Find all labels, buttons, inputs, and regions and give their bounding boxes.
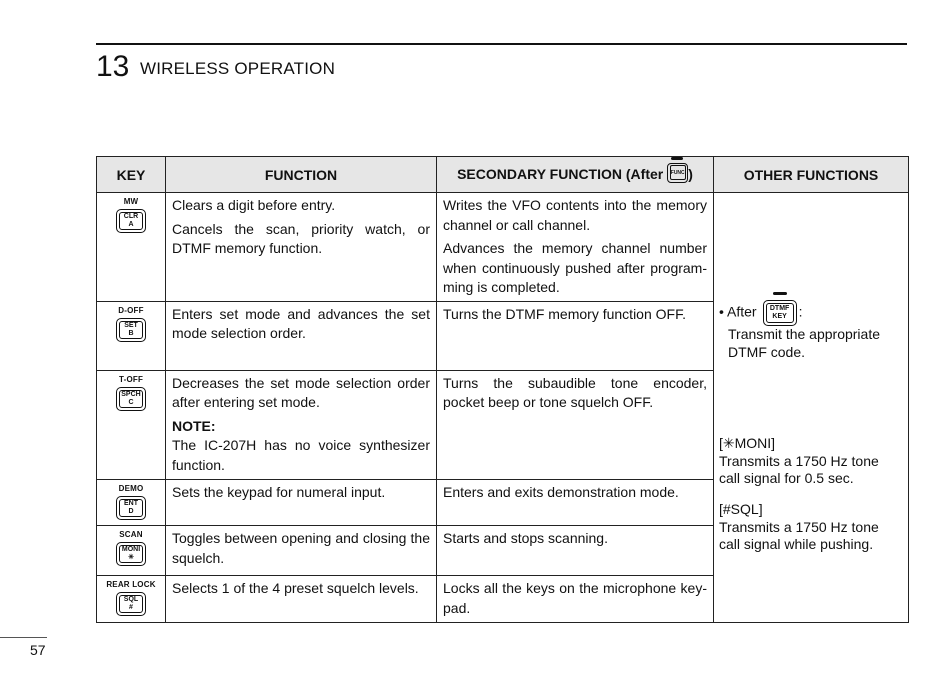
key-line1: CLR: [123, 213, 139, 220]
secondary-text: Advances the memory channel number when continuously pushed after program-ming is completed.: [443, 240, 707, 295]
key-line2: ✳: [128, 554, 134, 561]
key-line2: B: [128, 329, 134, 337]
key-cell: [97, 576, 166, 623]
key-sublabel: DEMO: [118, 483, 144, 493]
dtmf-key-line1: DTMF: [769, 305, 790, 312]
after-line: [719, 300, 908, 326]
chapter-title: WIRELESS OPERATION: [140, 59, 336, 78]
key-sublabel: T-OFF: [118, 374, 144, 384]
other-functions-cell: [714, 193, 909, 623]
header-secondary-text: SECONDARY FUNCTION (After: [457, 166, 664, 183]
key-line2: D: [128, 507, 134, 515]
function-cell: [166, 526, 437, 576]
footer-rule: [0, 637, 47, 638]
after-prefix: • After: [719, 303, 757, 320]
function-cell: [166, 479, 437, 526]
dtmf-description: Transmit the appropriate DTMF code.: [728, 326, 880, 360]
function-cell: [166, 576, 437, 623]
key-line1: SET: [124, 321, 138, 329]
sql-label: [#SQL]: [719, 501, 763, 517]
key-sublabel: MW: [123, 197, 139, 206]
header-key: KEY: [97, 157, 166, 193]
header-secondary-function: [437, 157, 714, 193]
key-cell: [97, 370, 166, 479]
table-header-row: [97, 157, 909, 193]
function-text: Cancels the scan, priority watch, or DTMF memory function.: [172, 220, 430, 256]
key-cell: [97, 479, 166, 526]
func-key-icon: [667, 163, 688, 183]
key-sublabel: SCAN: [119, 530, 143, 539]
key-line2: C: [128, 398, 134, 406]
header-secondary-close: ): [688, 166, 693, 183]
secondary-cell: [437, 370, 714, 479]
header-other-functions: OTHER FUNCTIONS: [714, 157, 909, 193]
clr-a-key-icon: [116, 209, 146, 233]
secondary-cell: [437, 526, 714, 576]
set-b-key-icon: [116, 318, 146, 342]
secondary-cell: [437, 479, 714, 526]
sql-block: [719, 501, 894, 554]
key-cell: [97, 193, 166, 302]
function-text: Decreases the set mode selection order after entering set mode.: [172, 374, 430, 410]
secondary-cell: [437, 576, 714, 623]
key-line2: A: [128, 221, 134, 228]
function-text: Toggles between opening and closing the squelch.: [172, 530, 430, 566]
chapter-number: 13: [96, 50, 130, 83]
secondary-text: Enters and exits demonstration mode.: [443, 483, 679, 500]
sql-key-icon: [116, 592, 146, 616]
function-text: Enters set mode and advances the set mode selection order.: [172, 305, 430, 341]
after-suffix: :: [798, 303, 803, 320]
key-sublabel: REAR LOCK: [106, 580, 156, 589]
func-key-label: FUNC: [670, 165, 686, 180]
secondary-text: Writes the VFO contents into the memory channel or call channel.: [443, 197, 707, 233]
key-line1: MONI: [121, 546, 141, 553]
secondary-text: Locks all the keys on the microphone key-pad.: [443, 580, 707, 616]
ent-d-key-icon: [116, 496, 146, 520]
function-text: Sets the keypad for numeral input.: [172, 483, 386, 500]
key-line1: SQL: [123, 596, 139, 603]
secondary-cell: [437, 301, 714, 370]
spch-c-key-icon: [116, 387, 146, 411]
secondary-text: Turns the DTMF memory function OFF.: [443, 305, 686, 322]
moni-block: [719, 435, 894, 488]
sql-description: Transmits a 1750 Hz tone call signal while pushing.: [719, 518, 879, 552]
key-sublabel: D-OFF: [118, 305, 144, 315]
key-function-table: [96, 156, 909, 623]
note-title: NOTE:: [172, 417, 216, 434]
note-text: The IC-207H has no voice synthesizer function.: [172, 437, 430, 473]
dtmf-key-icon: [763, 300, 797, 326]
function-cell: [166, 370, 437, 479]
moni-label: [✳MONI]: [719, 435, 776, 451]
function-text: Clears a digit before entry.: [172, 197, 336, 213]
moni-key-icon: [116, 542, 146, 566]
secondary-text: Starts and stops scanning.: [443, 530, 608, 546]
key-line2: #: [129, 604, 133, 611]
secondary-cell: [437, 193, 714, 302]
key-line1: SPCH: [121, 390, 141, 398]
table-row: [97, 193, 909, 302]
dtmf-key-line2: KEY: [772, 313, 787, 320]
function-cell: [166, 301, 437, 370]
secondary-text: Turns the subaudible tone encoder, pocket beep or tone squelch OFF.: [443, 374, 707, 410]
moni-description: Transmits a 1750 Hz tone call signal for 0.5 sec.: [719, 452, 879, 486]
key-line1: ENT: [124, 499, 138, 507]
key-cell: [97, 526, 166, 576]
page-number: 57: [30, 642, 46, 658]
function-cell: [166, 193, 437, 302]
header-function: FUNCTION: [166, 157, 437, 193]
header-rule: [96, 43, 907, 45]
key-cell: [97, 301, 166, 370]
function-text: Selects 1 of the 4 preset squelch levels.: [172, 580, 419, 596]
after-dtmf-block: [719, 300, 908, 361]
